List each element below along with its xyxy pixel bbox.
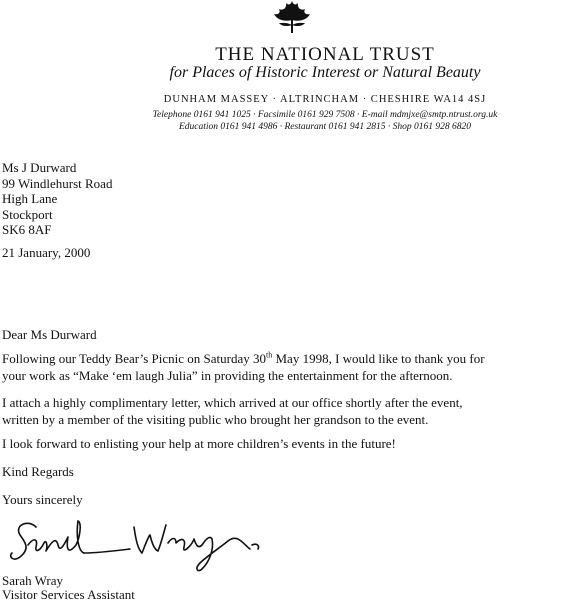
signer-name: Sarah Wray	[2, 573, 63, 588]
handwritten-signature	[6, 515, 268, 573]
body-paragraph-1	[2, 350, 485, 384]
organization-tagline: for Places of Historic Interest or Natural Beauty	[169, 64, 481, 81]
recipient-locality: High Lane	[2, 191, 58, 206]
recipient-postcode: SK6 8AF	[2, 222, 52, 237]
closing-yours-sincerely: Yours sincerely	[2, 492, 83, 507]
ordinal-suffix: th	[266, 350, 273, 360]
paragraph-1-text-b: May 1998, I would like to thank you for	[272, 351, 485, 366]
letter-date: 21 January, 2000	[2, 245, 91, 260]
body-paragraph-2	[2, 394, 463, 428]
paragraph-2-line-2: written by a member of the visiting public who brought her grandson to the event.	[2, 412, 429, 427]
oak-leaf-logo-icon	[267, 0, 317, 34]
organization-address: DUNHAM MASSEY · ALTRINCHAM · CHESHIRE WA14 4SJ	[163, 94, 487, 105]
recipient-town: Stockport	[2, 206, 53, 222]
paragraph-1-text-a: Following our Teddy Bear’s Picnic on Saturday 30	[2, 351, 266, 366]
salutation: Dear Ms Durward	[2, 327, 97, 342]
closing-kind-regards: Kind Regards	[2, 464, 74, 479]
paragraph-1-line-2: your work as “Make ‘em laugh Julia” in providing the entertainment for the afternoon.	[2, 368, 453, 383]
recipient-name: Ms J Durward	[2, 160, 77, 175]
organization-contact-line-2: Education 0161 941 4986 · Restaurant 0161 941 2815 · Shop 0161 928 6820	[178, 122, 472, 132]
organization-contact-line-1: Telephone 0161 941 1025 · Facsimile 0161 929 7508 · E-mail mdmjxe@smtp.ntrust.org.uk	[152, 110, 498, 120]
recipient-street: 99 Windlehurst Road	[2, 175, 113, 191]
recipient-address-block	[2, 160, 112, 238]
paragraph-2-line-1: I attach a highly complimentary letter, which arrived at our office shortly after the event,	[2, 395, 463, 410]
organization-name: THE NATIONAL TRUST	[215, 44, 435, 65]
signer-title: Visitor Services Assistant	[2, 587, 135, 602]
body-paragraph-3: I look forward to enlisting your help at more children’s events in the future!	[2, 436, 396, 451]
